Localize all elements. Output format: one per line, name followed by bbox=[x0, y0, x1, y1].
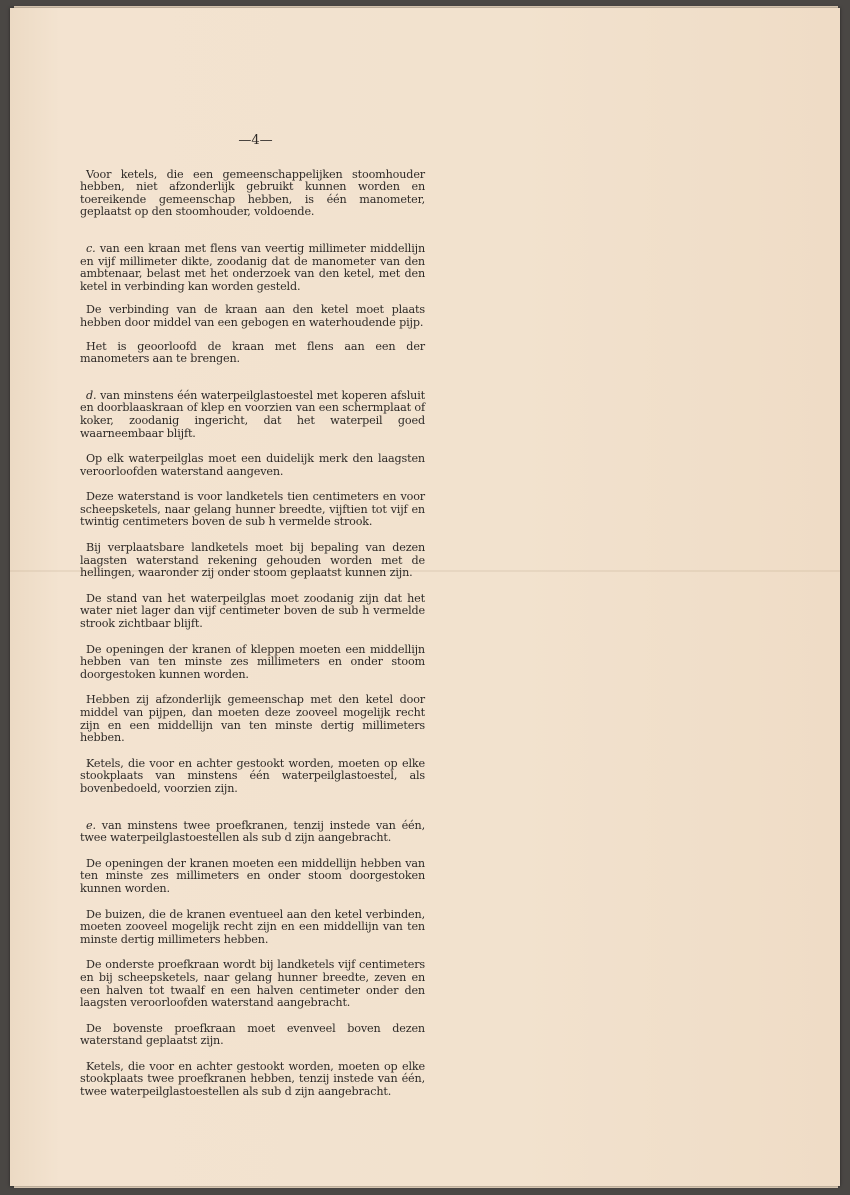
paragraph: Voor ketels, die een gemeenschappelijken stoomhouder hebben, niet afzonderlijk gebruikt kunnen worden en toereikende gemeenschap hebben, is één manometer, geplaatst op den stoomhouder, voldoende. bbox=[80, 167, 425, 219]
page-text-column bbox=[80, 135, 425, 1099]
item-letter: d. bbox=[86, 388, 97, 402]
paragraph: De stand van het waterpeilglas moet zoodanig zijn dat het water niet lager dan vijf centimeter boven de sub h vermelde strook zichtbaar blijft. bbox=[80, 591, 425, 631]
paragraph: De openingen der kranen of kleppen moeten een middellijn hebben van ten minste zes millimeters en onder stoom doorgestoken kunnen worden. bbox=[80, 642, 425, 681]
item-letter: e. bbox=[86, 818, 96, 832]
paragraph-item-c: c. van een kraan met flens van veertig millimeter middellijn en vijf millimeter dikte, zoodanig dat de manometer van den ambtenaar, belast met het onderzoek van den ketel, met den ketel in verbinding kan worden gesteld. bbox=[80, 241, 425, 293]
paragraph: Ketels, die voor en achter gestookt worden, moeten op elke stookplaats twee proefkranen hebben, tenzij instede van één, twee waterpeilglastoestellen als sub d zijn aangebracht. bbox=[80, 1059, 425, 1099]
paragraph: Bij verplaatsbare landketels moet bij bepaling van dezen laagsten waterstand rekening gehouden worden met de hellingen, waaronder zij onder stoom geplaatst kunnen zijn. bbox=[80, 541, 425, 580]
paragraph: Deze waterstand is voor landketels tien centimeters en voor scheepsketels, naar gelang hunner breedte, vijftien tot vijf en twintig centimeters boven de sub h vermelde strook. bbox=[80, 490, 425, 529]
paragraph: Op elk waterpeilglas moet een duidelijk merk den laagsten veroorloofden waterstand aangeven. bbox=[80, 452, 425, 478]
paragraph: De buizen, die de kranen eventueel aan den ketel verbinden, moeten zooveel mogelijk recht zijn en een middellijn van ten minste dertig millimeters hebben. bbox=[80, 907, 425, 946]
paragraph: Hebben zij afzonderlijk gemeenschap met den ketel door middel van pijpen, dan moeten deze zooveel mogelijk recht zijn en een middellijn van ten minste dertig millimeters hebben. bbox=[80, 693, 425, 745]
item-letter: c. bbox=[86, 241, 96, 255]
paragraph: De verbinding van de kraan aan den ketel moet plaats hebben door middel van een gebogen en waterhoudende pijp. bbox=[80, 303, 425, 329]
paragraph-item-d: d. van minstens één waterpeilglastoestel met koperen afsluit en doorblaaskraan of klep en voorzien van een schermplaat of koker, zoodanig ingericht, dat het waterpeil goed waarneembaar blijft. bbox=[80, 388, 425, 440]
paragraph: De onderste proefkraan wordt bij landketels vijf centimeters en bij scheepsketels, naar gelang hunner breedte, zeven en een halven tot twaalf en een halven centimeter onder den laagsten veroorloofden waterstand aangebracht. bbox=[80, 958, 425, 1010]
paragraph-item-e: e. van minstens twee proefkranen, tenzij instede van één, twee waterpeilglastoestellen als sub d zijn aangebracht. bbox=[80, 818, 425, 845]
paragraph: Ketels, die voor en achter gestookt worden, moeten op elke stookplaats van minstens één waterpeilglastoestel, als bovenbedoeld, voorzien zijn. bbox=[80, 756, 425, 795]
page-number: —4— bbox=[238, 133, 273, 148]
paragraph: De bovenste proefkraan moet evenveel boven dezen waterstand geplaatst zijn. bbox=[80, 1021, 425, 1048]
paragraph: Het is geoorloofd de kraan met flens aan een der manometers aan te brengen. bbox=[80, 339, 425, 366]
paragraph: De openingen der kranen moeten een middellijn hebben van ten minste zes millimeters en onder stoom doorgestoken kunnen worden. bbox=[80, 856, 425, 895]
